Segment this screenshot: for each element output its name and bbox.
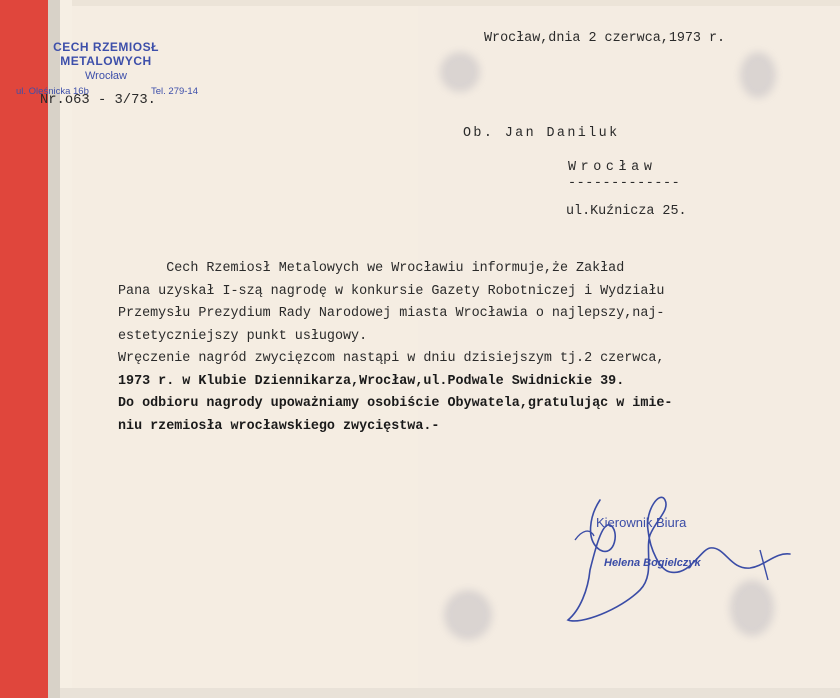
ink-smudge — [440, 52, 480, 92]
body-line: Cech Rzemiosł Metalowych we Wrocławiu informuje,że Zakład — [118, 261, 625, 276]
body-line: estetyczniejszy punkt usługowy. — [118, 328, 368, 344]
paper-bottom-edge — [60, 688, 840, 698]
recipient-city: Wrocław — [568, 160, 657, 175]
body-line: niu rzemiosła wrocławskiego zwycięstwa.- — [118, 418, 440, 434]
body-line: 1973 r. w Klubie Dziennikarza,Wrocław,ul.Podwale Swidnickie 39. — [118, 373, 625, 389]
letter-body — [118, 258, 672, 438]
reference-number: Nr.o63 - 3/73. — [40, 93, 156, 108]
handwritten-signature — [560, 480, 800, 630]
signature-title: Kierownik Biura — [596, 515, 687, 530]
stamp-phone: Tel. 279-14 — [150, 86, 198, 97]
signature-name: Helena Bogielczyk — [604, 557, 701, 569]
recipient-city-underline: ------------- — [568, 176, 681, 191]
company-stamp — [6, 40, 206, 97]
body-line: Do odbioru nagrody upoważniamy osobiście Obywatela,gratulując w imie- — [118, 396, 673, 411]
recipient-name: Ob. Jan Daniluk — [463, 126, 620, 141]
ink-smudge — [444, 590, 492, 640]
body-line: Przemysłu Prezydium Rady Narodowej miasta Wrocławia o najlepszy,naj- — [118, 306, 665, 321]
recipient-street: ul.Kuźnicza 25. — [566, 204, 687, 219]
body-line: Wręczenie nagród zwycięzcom nastąpi w dniu dzisiejszym tj.2 czerwca, — [118, 351, 665, 366]
body-line: Pana uzyskał I-szą nagrodę w konkursie Gazety Robotniczej i Wydziału — [118, 283, 665, 299]
letter-date: Wrocław,dnia 2 czerwca,1973 r. — [484, 31, 726, 46]
stamp-street: ul. Oleśnicka 16b — [16, 86, 89, 97]
paper-top-edge — [72, 0, 840, 6]
ink-smudge — [740, 52, 776, 98]
stamp-title: CECH RZEMIOSŁ METALOWYCH — [53, 40, 159, 68]
stamp-city: Wrocław — [85, 70, 127, 82]
